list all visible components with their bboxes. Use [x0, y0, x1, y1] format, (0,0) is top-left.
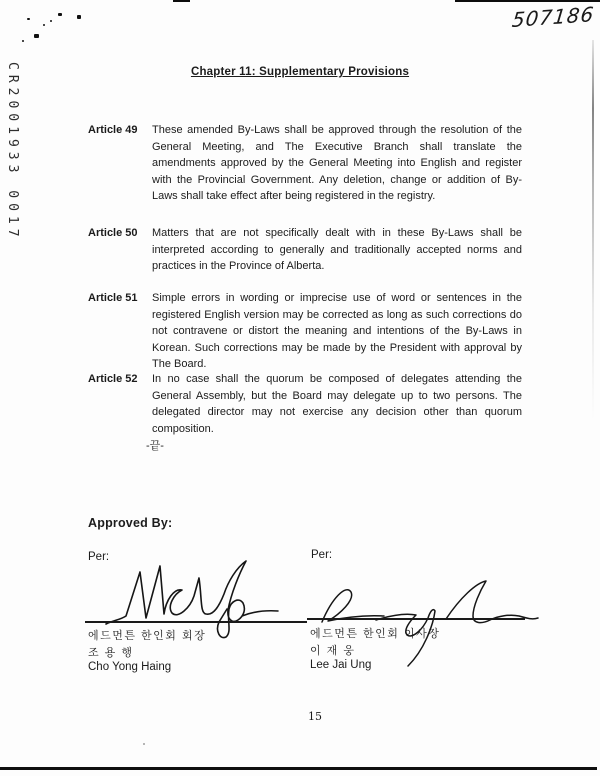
article-label: Article 49 — [88, 124, 138, 136]
article-51 — [88, 290, 522, 373]
signatory-name-korean-right: 이 재 웅 — [310, 645, 356, 657]
signatory-title-korean-right: 에드먼튼 한인회 이사장 — [310, 628, 441, 640]
article-52 — [88, 371, 522, 437]
signatory-name-korean-left: 조 용 행 — [88, 647, 134, 659]
scan-speck — [58, 13, 62, 16]
article-label: Article 51 — [88, 292, 138, 304]
scan-edge-artifact — [0, 767, 597, 770]
handwritten-number: 507186 — [510, 2, 596, 32]
scan-speck — [27, 18, 30, 20]
article-49 — [88, 122, 522, 205]
scan-speck — [50, 20, 52, 22]
article-text: In no case shall the quorum be composed of delegates attending the General Assembly, but the Board may delegate up to two persons. The delegated director may not exercise any decision other than quorum composition. — [152, 373, 522, 435]
article-50 — [88, 225, 522, 275]
approved-by-heading: Approved By: — [88, 516, 173, 530]
scan-edge-artifact — [592, 40, 594, 420]
scan-edge-artifact — [455, 0, 600, 2]
article-text: Matters that are not specifically dealt with in these By-Laws shall be interpreted according to generally and traditionally accepted norms and practices in the Province of Alberta. — [152, 227, 522, 272]
article-text: Simple errors in wording or imprecise use of word or sentences in the registered English version may be corrected as long as such corrections do not contravene or distort the meaning and intentions of the By-Laws in Korean. Such corrections may be made by the President with approval by The Board. — [152, 292, 522, 370]
scan-speck — [22, 40, 24, 42]
page-number: 15 — [308, 710, 322, 723]
scan-speck — [77, 15, 81, 19]
signatory-name-english-left: Cho Yong Haing — [88, 661, 172, 673]
signatory-name-english-right: Lee Jai Ung — [310, 659, 372, 671]
per-label-right: Per: — [311, 549, 333, 561]
scan-speck — [43, 24, 45, 26]
end-marker: -끝- — [146, 440, 164, 452]
chapter-heading: Chapter 11: Supplementary Provisions — [190, 66, 410, 78]
signatory-title-korean-left: 에드먼튼 한인회 회장 — [88, 630, 207, 642]
scan-edge-artifact — [173, 0, 190, 2]
signature-line-left — [85, 621, 307, 623]
docket-number: CR2001933 0017 — [5, 62, 20, 242]
per-label-left: Per: — [88, 551, 110, 563]
scan-speck — [34, 34, 39, 38]
signature-line-right — [307, 618, 525, 620]
article-text: These amended By-Laws shall be approved through the resolution of the General Meeting, and The Executive Branch shall translate the amendments approved by the General Meeting into English and register with the Provincial Government. Any deletion, change or addition of By-Laws shall take effect after being registered in the registry. — [152, 124, 522, 202]
article-label: Article 50 — [88, 227, 138, 239]
article-label: Article 52 — [88, 373, 138, 385]
scan-speck — [143, 743, 145, 745]
